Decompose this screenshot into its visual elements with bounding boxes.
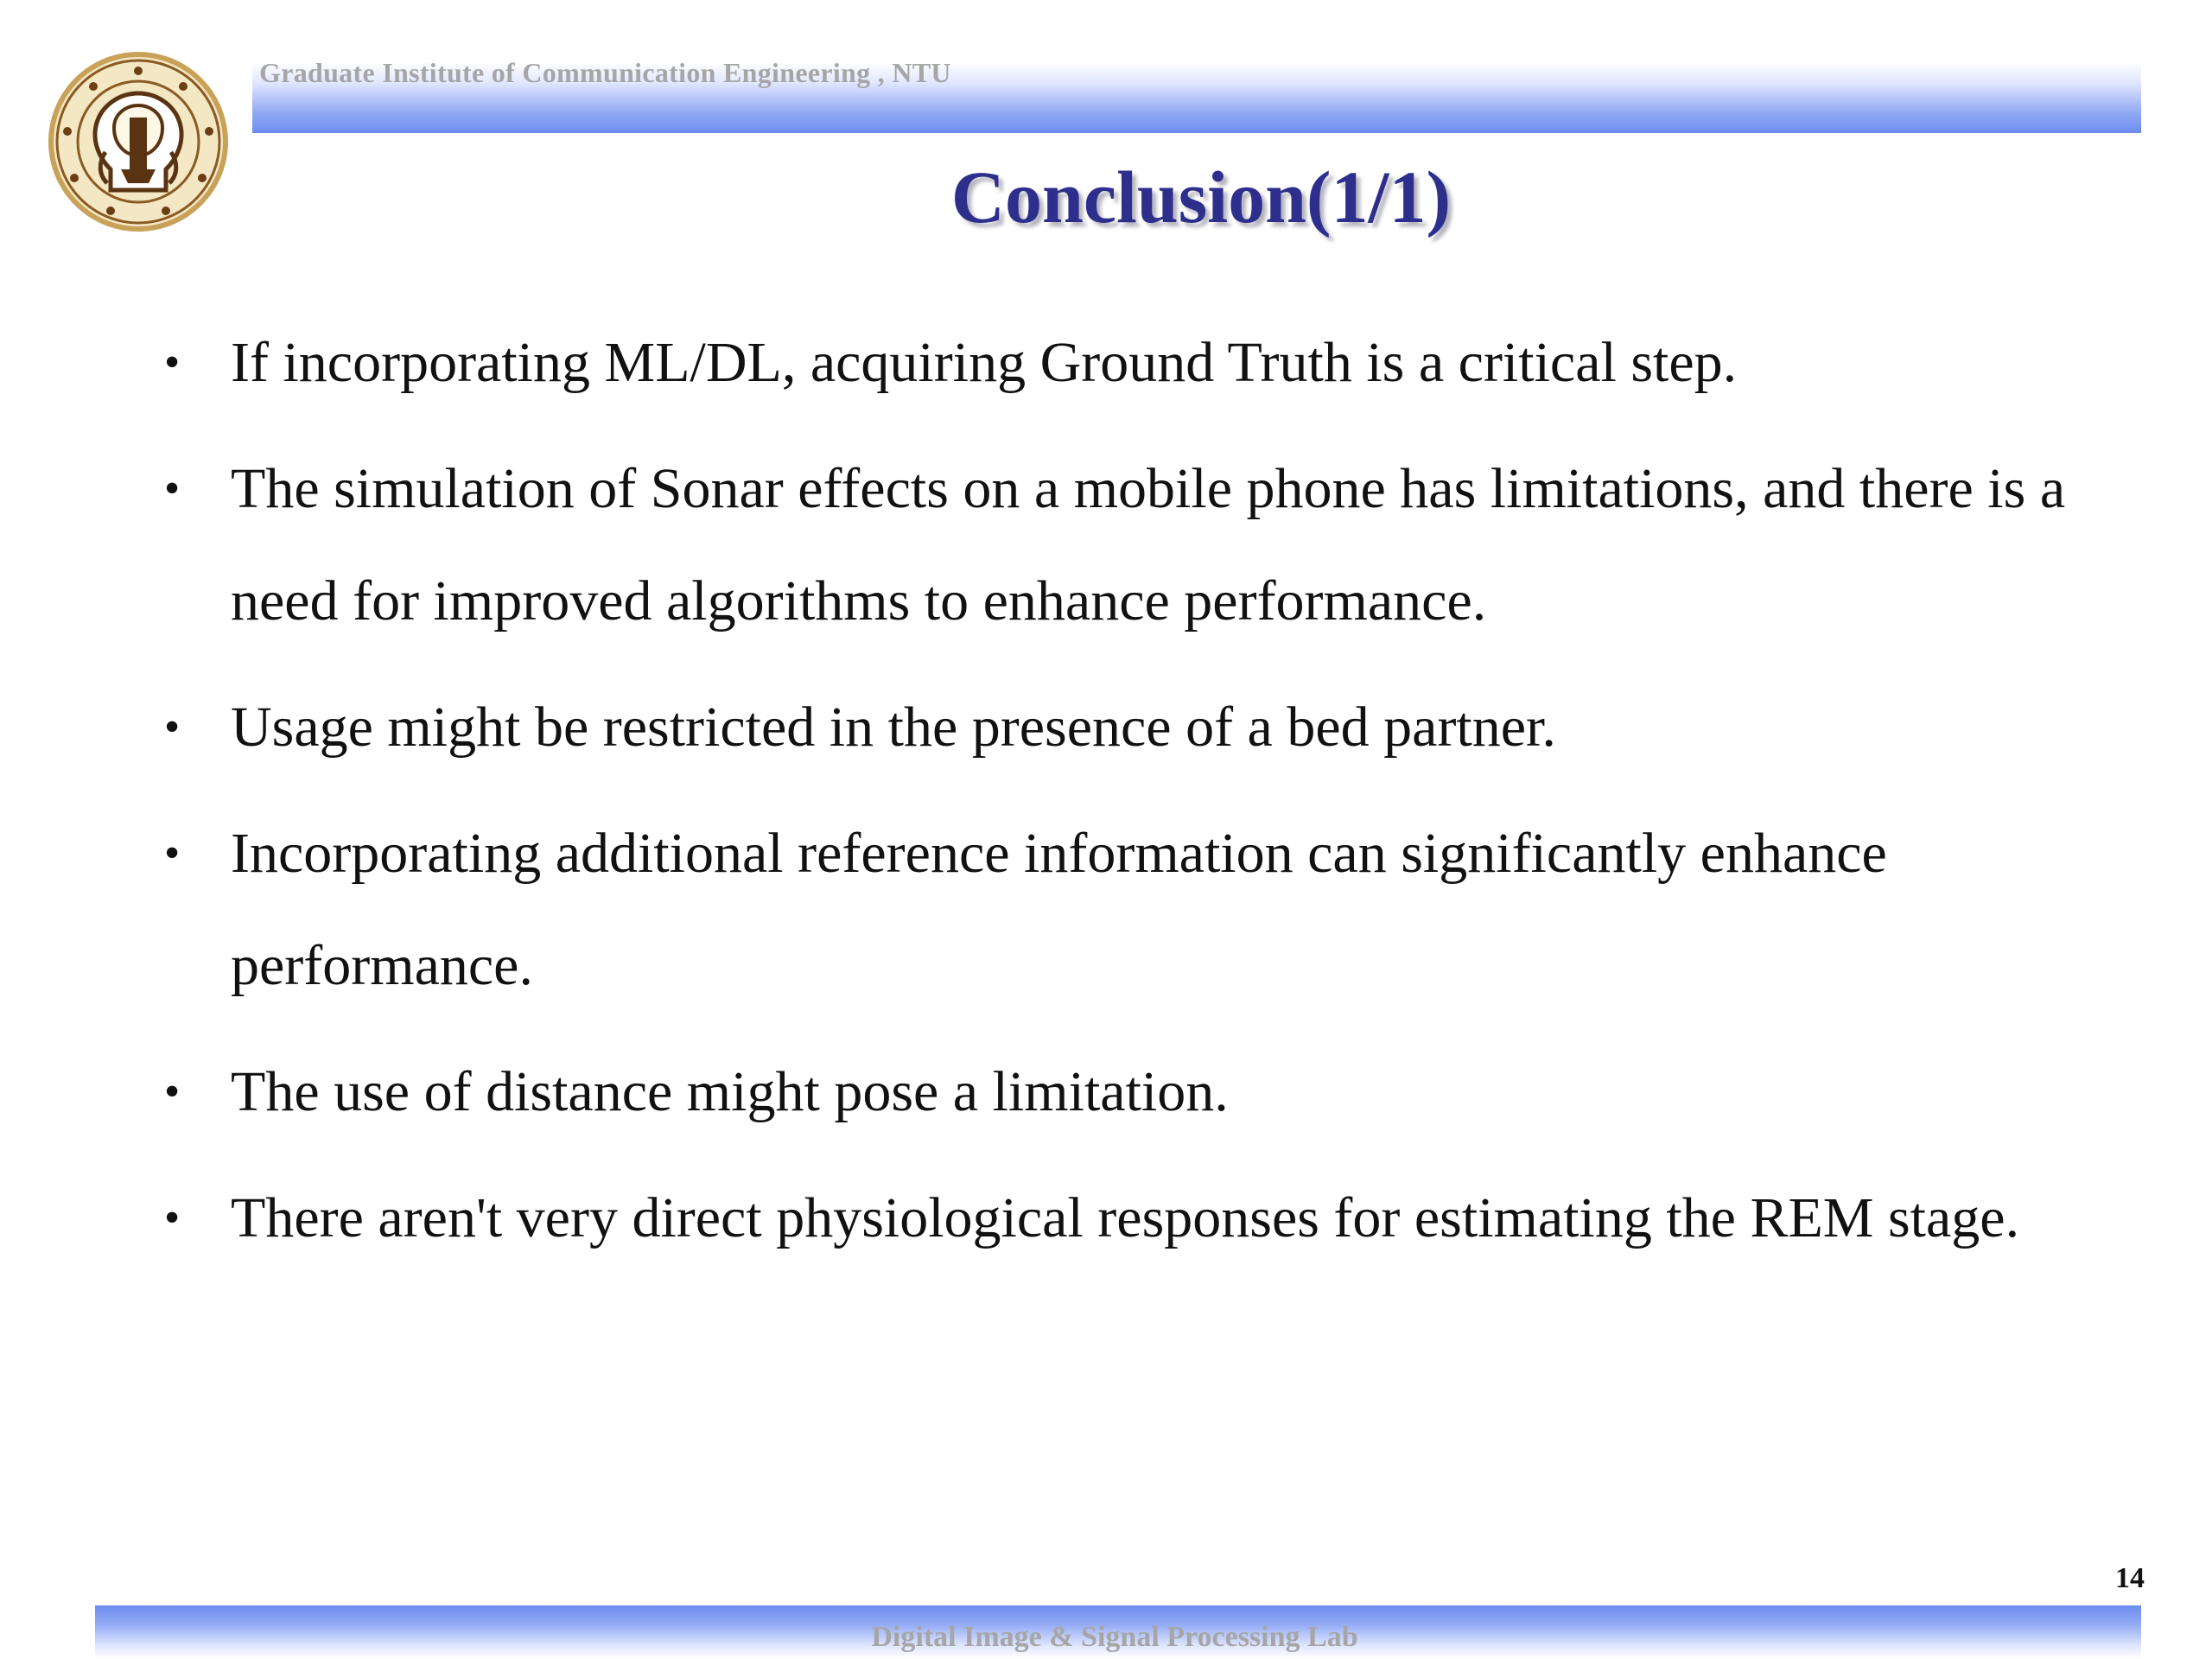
lab-name: Digital Image & Signal Processing Lab: [871, 1621, 1358, 1653]
institute-name: Graduate Institute of Communication Engineering , NTU: [259, 57, 951, 88]
bullet-dot-icon: •: [164, 338, 181, 387]
bullet-item: [0, 433, 2140, 658]
bullet-dot-icon: •: [164, 464, 181, 513]
bullet-item: [0, 671, 2140, 784]
bullet-text: Incorporating additional reference information can significantly enhance performance.: [231, 822, 1887, 997]
bullet-dot-icon: •: [164, 1067, 181, 1116]
bullet-text: There aren't very direct physiological responses for estimating the REM stage.: [231, 1186, 2020, 1249]
bullet-dot-icon: •: [164, 702, 181, 752]
bullet-text: Usage might be restricted in the presence of a bed partner.: [231, 696, 1556, 759]
bullet-list: [0, 307, 2212, 1288]
bullet-item: [0, 798, 2140, 1022]
bullet-dot-icon: •: [164, 829, 181, 878]
bullet-item: [0, 1162, 2140, 1274]
bullet-text: The simulation of Sonar effects on a mobile phone has limitations, and there is a need for improved algorithms to enhance performance.: [231, 457, 2066, 632]
page-number: 14: [2115, 1562, 2145, 1594]
bullet-item: [0, 1036, 2140, 1148]
bullet-text: If incorporating ML/DL, acquiring Ground Truth is a critical step.: [231, 331, 1738, 394]
slide-title: Conclusion(1/1): [950, 156, 1452, 238]
bullet-item: [0, 307, 2140, 419]
bullet-text: The use of distance might pose a limitation.: [231, 1060, 1229, 1123]
bullet-dot-icon: •: [164, 1193, 181, 1243]
